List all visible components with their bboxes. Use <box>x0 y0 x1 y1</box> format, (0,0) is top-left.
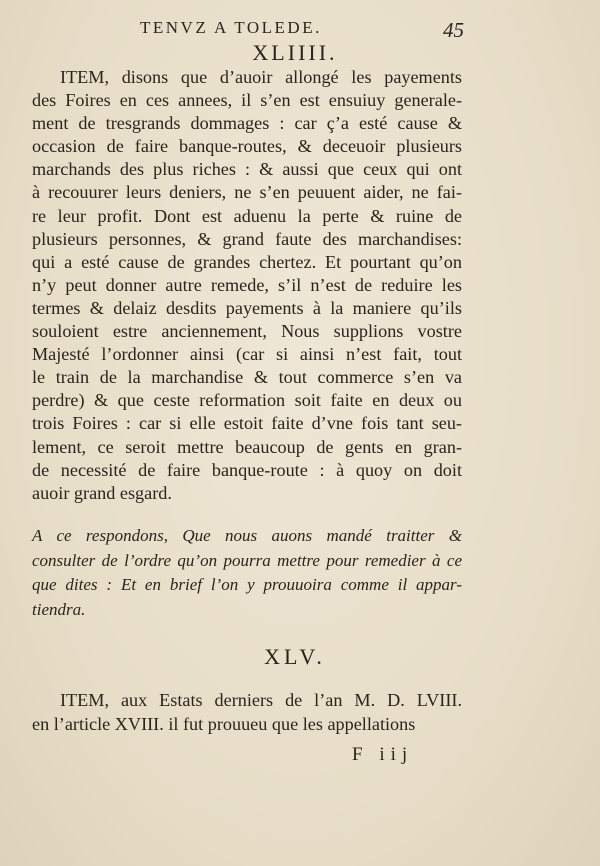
text-line: auoir grand esgard. <box>32 482 172 503</box>
text-line: n’y peut donner autre remede, s’il n’est de reduire les <box>32 274 462 295</box>
text-line: ment de tresgrands dommages : car ç’a esté cause & <box>32 113 462 134</box>
text-line: en l’article XVIII. il fut prouueu que les appellations <box>32 714 416 734</box>
text-line: que dites : Et en brief l’on y prouuoira comme il appar- <box>32 575 462 594</box>
text-line: marchands des plus riches : & aussi que ceux qui ont <box>32 159 462 180</box>
text-line: ITEM, aux Estats derniers de l’an M. D. LVIII. <box>60 690 462 710</box>
text-line: occasion de faire banque-routes, & deceuoir plusieurs <box>32 136 462 157</box>
text-line: qui a esté cause de grandes chertez. Et pourtant qu’on <box>32 251 462 272</box>
text-line: Majesté l’ordonner ainsi (car si ainsi n’est fait, tout <box>32 344 462 365</box>
signature-mark: F iij <box>352 744 414 765</box>
text-line: de necessité de faire banque-route : à quoy on doit <box>32 459 462 480</box>
text-line: termes & delaiz desdits payements à la maniere qu’ils <box>32 297 462 318</box>
text-line: tiendra. <box>32 599 86 619</box>
text-line: lement, ce seroit mettre beaucoup de gents en gran- <box>32 436 462 457</box>
section-number-44: XLIIII. <box>252 40 338 65</box>
running-head: TENVZ A TOLEDE. <box>140 18 322 37</box>
folio-number: 45 <box>443 18 464 42</box>
section-number-45: XLV. <box>264 644 326 669</box>
text-line: consulter de l’ordre qu’on pourra mettre pour remedier à ce <box>32 550 462 570</box>
text-line: ITEM, disons que d’auoir allongé les payements <box>60 67 462 87</box>
text-line: à recouurer leurs deniers, ne s’en peuuent aider, ne fai- <box>32 182 462 203</box>
section-44-paragraph <box>32 66 462 505</box>
text-line: re leur profit. Dont est aduenu la perte & ruine de <box>32 205 462 226</box>
text-line: des Foires en ces annees, il s’en est ensuiuy generale- <box>32 90 462 111</box>
royal-response <box>32 524 462 622</box>
section-45-paragraph <box>32 688 462 736</box>
text-line: le train de la marchandise & tout commerce s’en va <box>32 367 462 388</box>
text-line: perdre) & que ceste reformation soit faite en deux ou <box>32 390 462 411</box>
text-line: plusieurs personnes, & grand faute des marchandises: <box>32 228 462 249</box>
text-line: souloient estre anciennement, Nous supplions vostre <box>32 321 462 342</box>
text-line: trois Foires : car si elle estoit faite d’vne fois tant seu- <box>32 413 462 434</box>
text-line: A ce respondons, Que nous auons mandé traitter & <box>32 526 462 545</box>
